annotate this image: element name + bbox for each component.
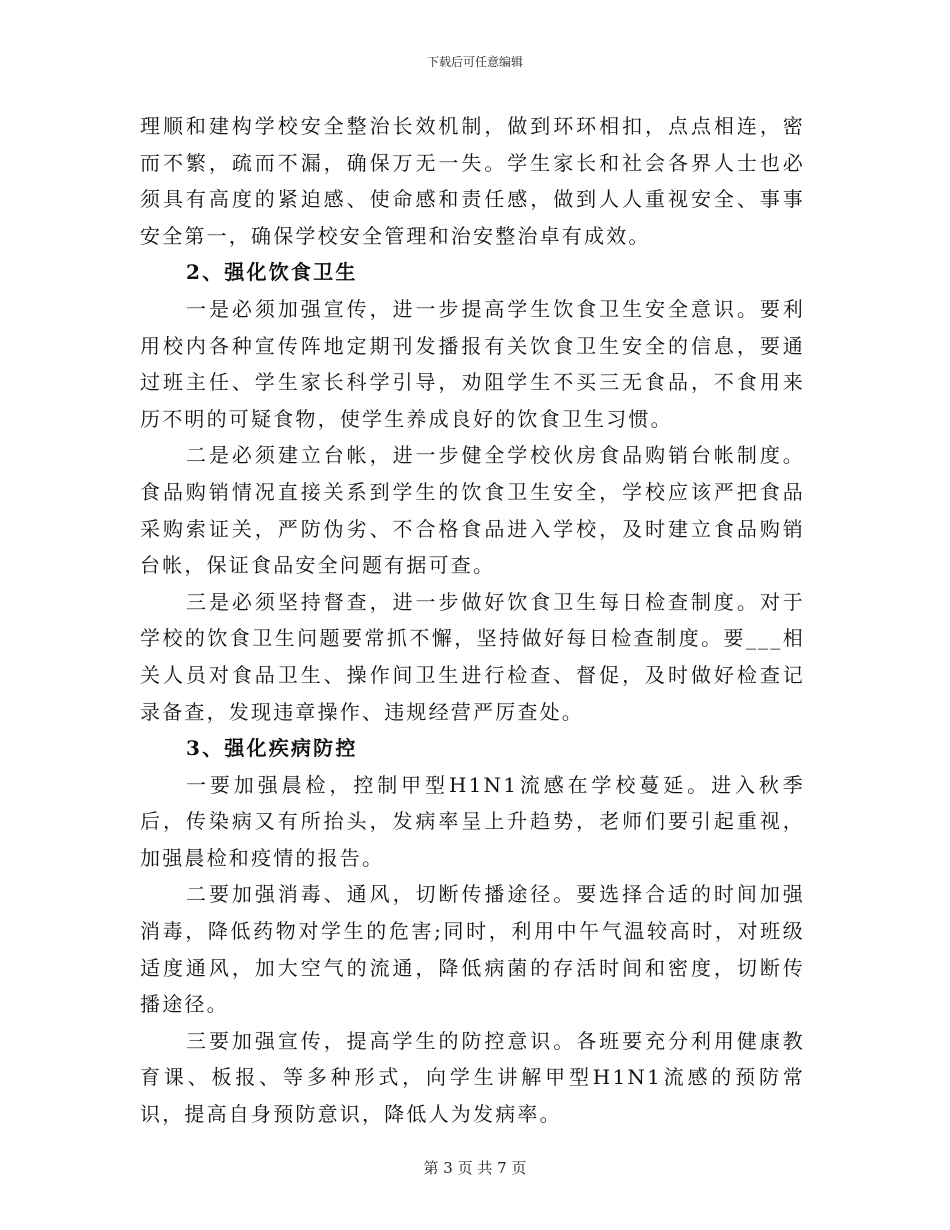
paragraph-food-publicity: 一是必须加强宣传，进一步提高学生饮食卫生安全意识。要利用校内各种宣传阵地定期刊发播报有关饮食卫生安全的信息，要通过班主任、学生家长科学引导，劝阻学生不买三无食品，不食用来历不明的可疑食物，使学生养成良好的饮食卫生习惯。 (140, 296, 805, 431)
section-heading-food-hygiene: 2、强化饮食卫生 (186, 260, 358, 285)
page-number-footer: 第 3 页 共 7 页 (423, 1159, 527, 1177)
header-note: 下载后可任意编辑 (426, 55, 523, 69)
section-heading-disease-control: 3、强化疾病防控 (186, 736, 358, 761)
paragraph-food-ledger: 二是必须建立台帐，进一步健全学校伙房食品购销台帐制度。食品购销情况直接关系到学生的饮食卫生安全，学校应该严把食品采购索证关，严防伪劣、不合格食品进入学校，及时建立食品购销台帐，保证食品安全问题有据可查。 (140, 443, 805, 578)
paragraph-morning-check: 一要加强晨检，控制甲型H1N1流感在学校蔓延。进入秋季后，传染病又有所抬头，发病率呈上升趋势，老师们要引起重视，加强晨检和疫情的报告。 (140, 772, 805, 870)
document-body (140, 108, 805, 1133)
paragraph-disinfection: 二要加强消毒、通风，切断传播途径。要选择合适的时间加强消毒，降低药物对学生的危害;同时，利用中午气温较高时，对班级适度通风，加大空气的流通，降低病菌的存活时间和密度，切断传播途径。 (140, 882, 805, 1017)
paragraph-food-inspection: 三是必须坚持督查，进一步做好饮食卫生每日检查制度。对于学校的饮食卫生问题要常抓不懈，坚持做好每日检查制度。要___相关人员对食品卫生、操作间卫生进行检查、督促，及时做好检查记录备查，发现违章操作、违规经营严厉查处。 (140, 589, 805, 724)
paragraph-awareness: 三要加强宣传，提高学生的防控意识。各班要充分利用健康教育课、板报、等多种形式，向学生讲解甲型H1N1流感的预防常识，提高自身预防意识，降低人为发病率。 (140, 1028, 805, 1127)
paragraph-continuation: 理顺和建构学校安全整治长效机制，做到环环相扣，点点相连，密而不繁，疏而不漏，确保万无一失。学生家长和社会各界人士也必须具有高度的紧迫感、使命感和责任感，做到人人重视安全、事事安全第一，确保学校安全管理和治安整治卓有成效。 (140, 114, 805, 248)
